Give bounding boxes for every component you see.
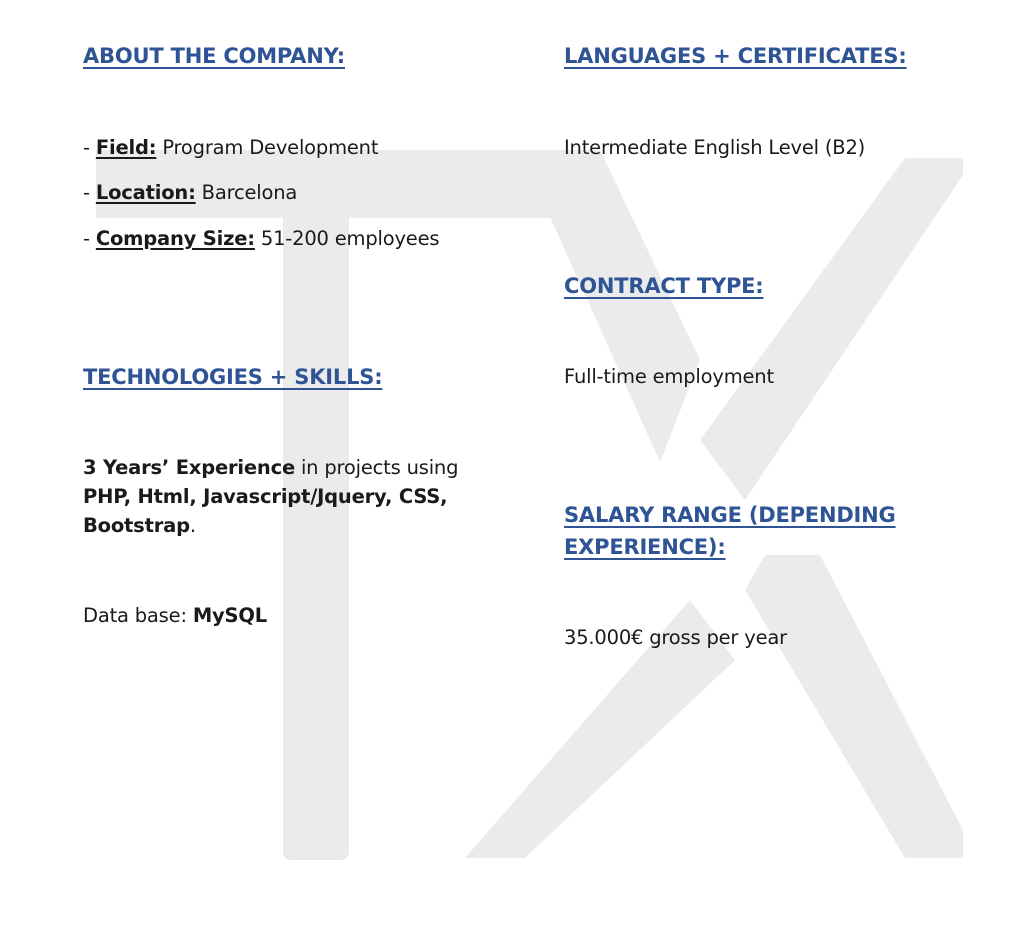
salary-value: 35.000€ gross per year — [564, 626, 787, 649]
list-dash: - — [83, 181, 96, 204]
about-company-size-item — [83, 224, 439, 253]
tech-line-3-end: . — [189, 514, 196, 537]
database-label: Data base: — [83, 604, 193, 627]
field-label: Field: — [95, 136, 157, 159]
languages-value: Intermediate English Level (B2) — [564, 136, 866, 159]
experience-rest: in projects using — [294, 456, 459, 479]
bootstrap-skill: Bootstrap — [83, 514, 190, 537]
about-heading: ABOUT THE COMPANY: — [83, 44, 345, 68]
field-value: Program Development — [156, 136, 379, 159]
languages-heading: LANGUAGES + CERTIFICATES: — [564, 44, 907, 68]
tech-line-3 — [83, 511, 196, 540]
contract-heading: CONTRACT TYPE: — [564, 274, 764, 298]
database-value: MySQL — [192, 604, 267, 627]
location-label: Location: — [95, 181, 196, 204]
salary-heading-line-2: EXPERIENCE): — [564, 535, 726, 559]
location-value: Barcelona — [195, 181, 298, 204]
contract-value: Full-time employment — [564, 365, 774, 388]
company-size-label: Company Size: — [95, 227, 255, 250]
database-line — [83, 601, 267, 630]
about-field-item — [83, 133, 378, 162]
list-dash: - — [83, 136, 96, 159]
company-size-value: 51-200 employees — [254, 227, 440, 250]
tech-line-2: PHP, Html, Javascript/Jquery, CSS, — [83, 485, 448, 508]
list-dash: - — [83, 227, 96, 250]
experience-years: 3 Years’ Experience — [83, 456, 295, 479]
tech-heading: TECHNOLOGIES + SKILLS: — [83, 365, 383, 389]
about-location-item — [83, 178, 297, 207]
tech-line-1 — [83, 453, 458, 482]
salary-heading-line-1: SALARY RANGE (DEPENDING — [564, 503, 896, 527]
